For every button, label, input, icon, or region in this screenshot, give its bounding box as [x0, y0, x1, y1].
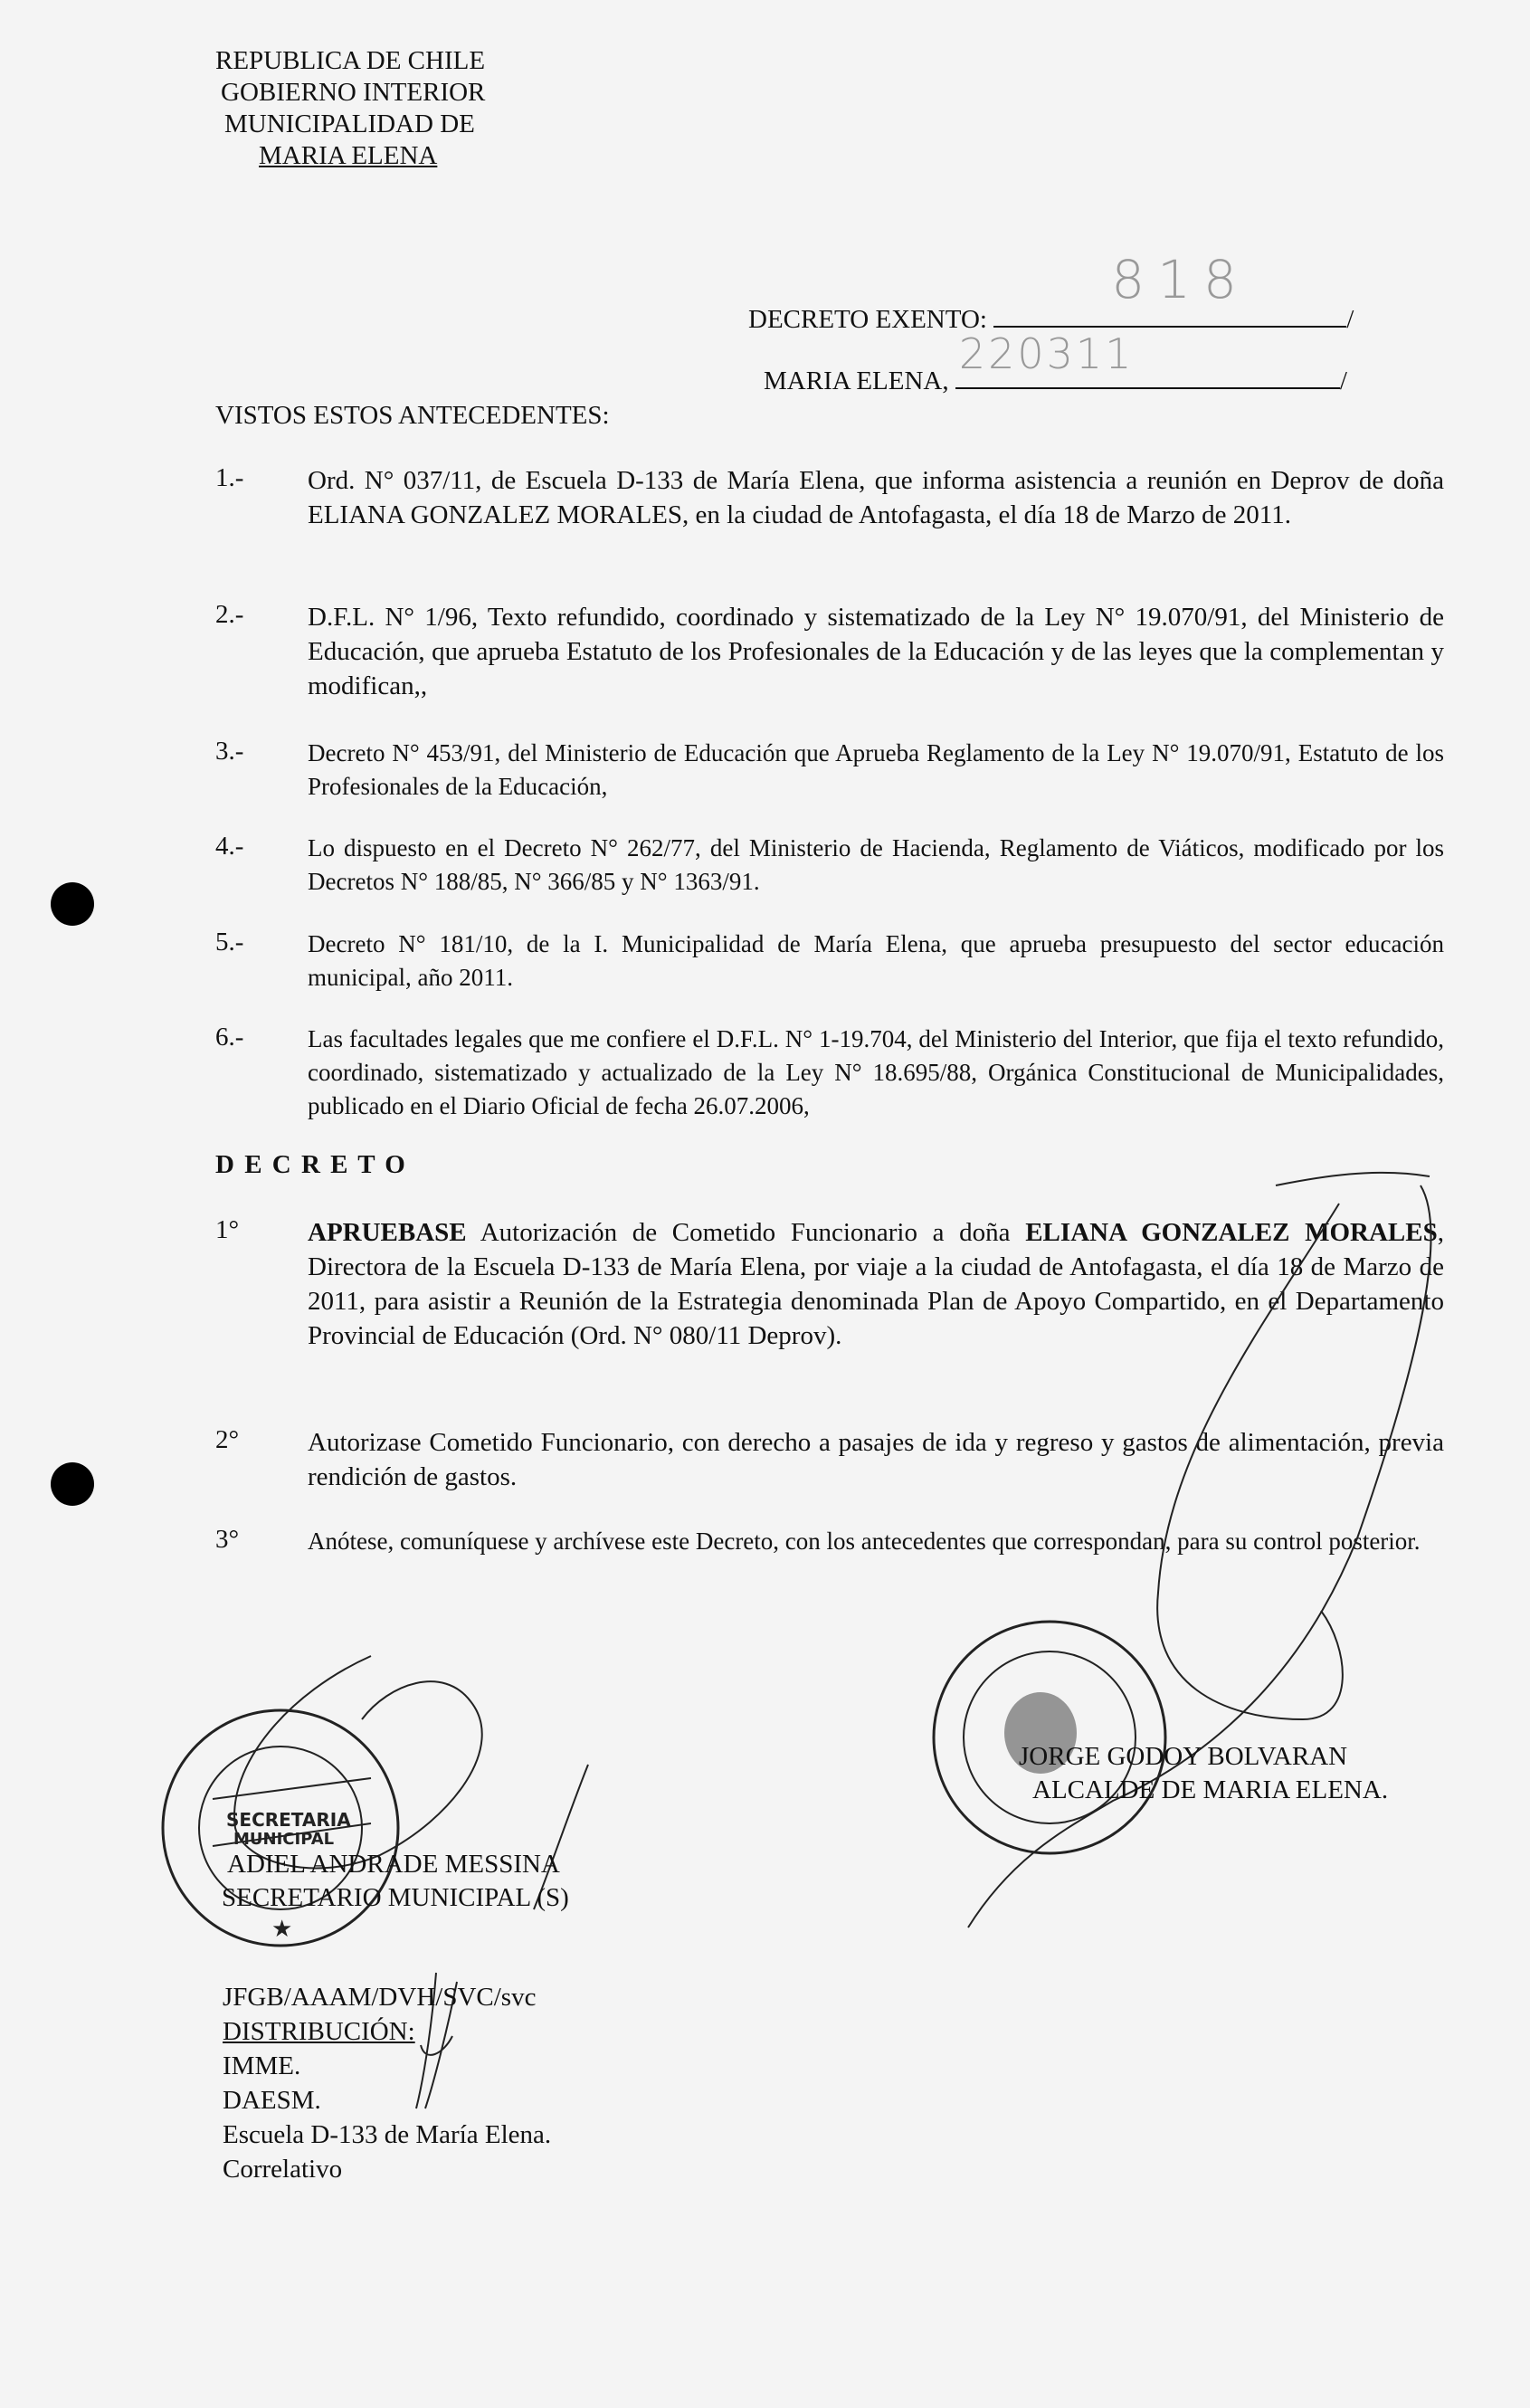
initials: JFGB/AAAM/DVH/SVC/svc — [223, 1983, 537, 2012]
distribution-title: DISTRIBUCIÓN: — [223, 2017, 415, 2046]
alcalde-name: JORGE GODOY BOLVARAN — [1019, 1742, 1348, 1771]
recipient: Escuela D-133 de María Elena. — [223, 2120, 552, 2149]
alcalde-signature-block — [983, 1740, 1388, 1807]
recipient: IMME. — [223, 2051, 301, 2080]
decree-number: 818 — [1111, 249, 1250, 310]
distribution-block — [223, 1980, 551, 2186]
recipient: Correlativo — [223, 2155, 343, 2184]
letterhead-line: MUNICIPALIDAD DE — [224, 109, 475, 138]
decree-date-row: MARIA ELENA, 220311 / — [764, 329, 1347, 395]
alcalde-signature — [968, 1173, 1431, 1927]
svg-text:★: ★ — [271, 1916, 293, 1942]
alcalde-title: ALCALDE DE MARIA ELENA. — [1032, 1775, 1389, 1804]
place-label: MARIA ELENA, — [764, 366, 949, 395]
decree-label: DECRETO EXENTO: — [748, 305, 987, 334]
resolution-text: APRUEBASE Autorización de Cometido Funcionario a doña ELIANA GONZALEZ MORALES, Directora de la Escuela D-133 de María Elena, por viaje a la ciudad de Antofagasta, el día 18 de Marzo de 2011, para asistir a Reunión de la Estrategia denominada Plan de Apoyo Compartido, en el Departamento Provincial de Educación (Ord. N° 080/11 Deprov). — [308, 1218, 1444, 1350]
svg-text:SECRETARIA: SECRETARIA — [226, 1809, 351, 1831]
letterhead-line: MARIA ELENA — [259, 141, 438, 170]
recipient: DAESM. — [223, 2086, 321, 2115]
letterhead-line: GOBIERNO INTERIOR — [221, 78, 486, 107]
decree-number-row: DECRETO EXENTO: 818 / — [748, 249, 1354, 334]
secretario-title: SECRETARIO MUNICIPAL (S) — [222, 1883, 569, 1912]
secretario-name: ADIEL ANDRADE MESSINA — [227, 1850, 560, 1879]
secretario-signature-block — [222, 1848, 569, 1915]
letterhead-line: REPUBLICA DE CHILE — [215, 46, 486, 75]
vistos-title: VISTOS ESTOS ANTECEDENTES: — [215, 401, 610, 430]
alcaldia-stamp — [934, 1622, 1165, 1853]
svg-text:MUNICIPAL: MUNICIPAL — [233, 1830, 335, 1849]
date-stamp: 220311 — [958, 329, 1135, 378]
decreto-title: D E C R E T O — [215, 1150, 407, 1179]
